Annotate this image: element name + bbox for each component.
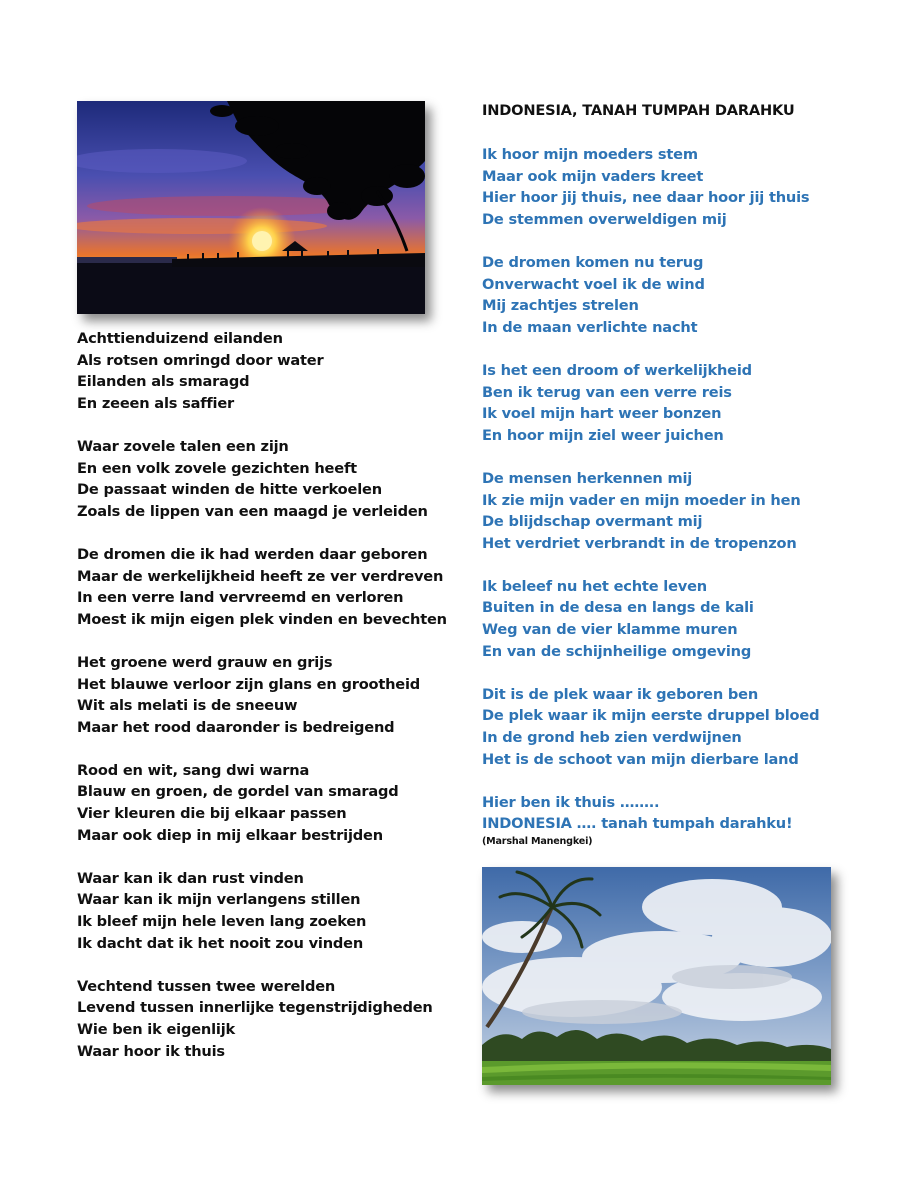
- stanza: [482, 252, 819, 338]
- poem-line: Vier kleuren die bij elkaar passen: [77, 805, 347, 823]
- poem-line: Wie ben ik eigenlijk: [77, 1021, 236, 1038]
- stanza: [482, 144, 819, 230]
- stanza: [482, 684, 819, 770]
- poem-line: De plek waar ik mijn eerste druppel bloed: [482, 707, 820, 725]
- poem-line: Zoals de lippen van een maagd je verleiden: [77, 502, 428, 520]
- poem-line: Mij zachtjes strelen: [482, 297, 639, 315]
- poem-line: Het is de schoot van mijn dierbare land: [482, 750, 799, 768]
- poem-line: En hoor mijn ziel weer juichen: [482, 426, 724, 444]
- poem-line: Maar ook diep in mij elkaar bestrijden: [77, 826, 383, 844]
- poem-line: Wit als melati is de sneeuw: [77, 697, 298, 715]
- stanza: [77, 436, 447, 522]
- poem-line: De dromen komen nu terug: [482, 253, 704, 271]
- poem-line: Ik hoor mijn moeders stem: [482, 146, 698, 163]
- poem-line: Ik beleef nu het echte leven: [482, 577, 707, 595]
- stanza: [77, 760, 447, 846]
- poem-line: Moest ik mijn eigen plek vinden en bevechten: [77, 610, 447, 628]
- poem-line: Achttienduizend eilanden: [77, 330, 283, 347]
- poem-line: Ik bleef mijn hele leven lang zoeken: [77, 913, 367, 931]
- sunset-photo: [77, 101, 425, 314]
- poem-line: Vechtend tussen twee werelden: [77, 977, 336, 995]
- stanza: [482, 468, 819, 554]
- poem-line: Maar ook mijn vaders kreet: [482, 167, 704, 185]
- poem-line: Waar zovele talen een zijn: [77, 437, 289, 455]
- poem-line: In een verre land vervreemd en verloren: [77, 589, 404, 607]
- poem-line: De passaat winden de hitte verkoelen: [77, 481, 382, 499]
- poem-line: Dit is de plek waar ik geboren ben: [482, 685, 759, 703]
- stanza: [77, 328, 447, 414]
- poem-line: In de maan verlichte nacht: [482, 318, 698, 336]
- poem-line: En zeeen als saffier: [77, 394, 235, 412]
- poem-line: Onverwacht voel ik de wind: [482, 275, 705, 293]
- poem-line: En een volk zovele gezichten heeft: [77, 459, 357, 477]
- poem-line: De dromen die ik had werden daar geboren: [77, 545, 428, 563]
- poem-line: Buiten in de desa en langs de kali: [482, 599, 754, 617]
- poem-line: Ik zie mijn vader en mijn moeder in hen: [482, 491, 801, 509]
- poem-line: De blijdschap overmant mij: [482, 513, 703, 531]
- poem-line: Eilanden als smaragd: [77, 373, 250, 391]
- poem-line: Het verdriet verbrandt in de tropenzon: [482, 534, 797, 552]
- stanza: [482, 360, 819, 446]
- poem-line: Levend tussen innerlijke tegenstrijdigheden: [77, 999, 433, 1017]
- poem-line: Waar kan ik dan rust vinden: [77, 869, 304, 887]
- poem-title: INDONESIA, TANAH TUMPAH DARAHKU: [482, 102, 795, 119]
- poem-line: Maar de werkelijkheid heeft ze ver verdreven: [77, 567, 444, 585]
- stanza: [77, 868, 447, 954]
- stanza: [77, 976, 447, 1062]
- left-poem-column: [77, 328, 447, 1084]
- poem-line: Ben ik terug van een verre reis: [482, 383, 732, 401]
- poem-line: Het groene werd grauw en grijs: [77, 653, 333, 671]
- poem-line: Rood en wit, sang dwi warna: [77, 761, 310, 779]
- poem-line: Hier hoor jij thuis, nee daar hoor jij thuis: [482, 189, 810, 207]
- rice-field-palm-photo: [482, 867, 831, 1085]
- poem-line: Waar kan ik mijn verlangens stillen: [77, 891, 361, 909]
- poem-line: Ik dacht dat ik het nooit zou vinden: [77, 934, 364, 952]
- poem-line: Maar het rood daaronder is bedreigend: [77, 718, 395, 736]
- author-credit: (Marshal Manengkei): [482, 836, 593, 847]
- poem-line: Waar hoor ik thuis: [77, 1042, 225, 1060]
- poem-line: De stemmen overweldigen mij: [482, 210, 727, 228]
- poem-line: In de grond heb zien verdwijnen: [482, 729, 742, 747]
- closing-line: INDONESIA …. tanah tumpah darahku!: [482, 815, 793, 833]
- poem-line: Ik voel mijn hart weer bonzen: [482, 405, 722, 423]
- stanza: [77, 652, 447, 738]
- poem-line: En van de schijnheilige omgeving: [482, 642, 752, 660]
- closing-line: Hier ben ik thuis ……..: [482, 793, 660, 811]
- right-poem-column: [482, 144, 819, 849]
- poem-line: Het blauwe verloor zijn glans en grootheid: [77, 675, 421, 693]
- stanza: [482, 576, 819, 662]
- stanza: [77, 544, 447, 630]
- poem-line: De mensen herkennen mij: [482, 469, 693, 487]
- poem-line: Als rotsen omringd door water: [77, 351, 324, 369]
- poem-line: Weg van de vier klamme muren: [482, 621, 738, 639]
- poem-line: Blauw en groen, de gordel van smaragd: [77, 783, 399, 801]
- poem-line: Is het een droom of werkelijkheid: [482, 361, 752, 379]
- closing-stanza: [482, 792, 819, 849]
